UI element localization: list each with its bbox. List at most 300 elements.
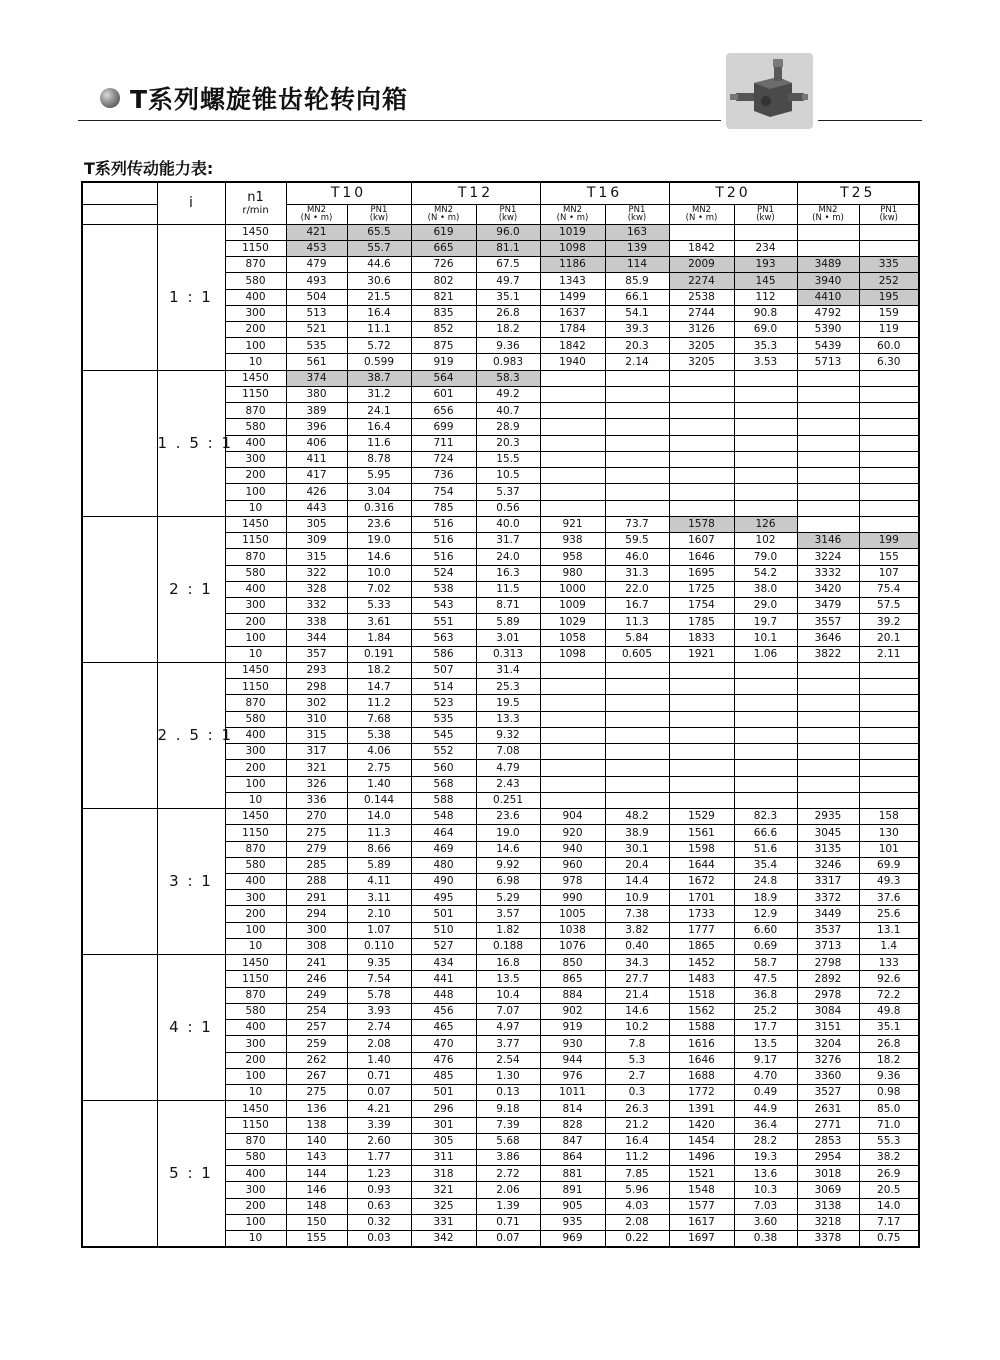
power-cell: 19.3 [734,1149,797,1165]
power-cell: 3.39 [347,1117,411,1133]
power-cell: 7.68 [347,711,411,727]
torque-cell: 699 [411,419,476,435]
speed-cell: 580 [225,565,286,581]
power-cell: 1.40 [347,776,411,792]
power-cell: 16.4 [347,419,411,435]
header-rule-left [78,120,721,121]
speed-cell: 1450 [225,516,286,532]
torque-cell: 1784 [540,322,605,338]
torque-cell: 538 [411,581,476,597]
title-bullet-icon [100,88,120,108]
power-cell [859,403,919,419]
torque-cell: 2798 [797,955,859,971]
power-cell: 1.23 [347,1166,411,1182]
torque-cell: 545 [411,727,476,743]
power-cell [859,484,919,500]
torque-cell: 315 [286,549,347,565]
torque-cell: 1695 [669,565,734,581]
power-cell: 8.66 [347,841,411,857]
torque-cell: 300 [286,922,347,938]
torque-cell: 296 [411,1101,476,1117]
speed-cell: 10 [225,646,286,662]
power-cell: 0.40 [605,938,669,954]
power-cell: 2.43 [476,776,540,792]
torque-cell: 254 [286,1003,347,1019]
torque-cell: 1391 [669,1101,734,1117]
torque-unit-header: MN2 (N • m) [286,204,347,224]
power-cell: 49.7 [476,273,540,289]
torque-cell: 465 [411,1020,476,1036]
torque-cell: 2009 [669,257,734,273]
torque-cell: 516 [411,533,476,549]
torque-cell [797,451,859,467]
torque-cell: 665 [411,240,476,256]
power-cell: 73.7 [605,516,669,532]
torque-unit-header: MN2 (N • m) [669,204,734,224]
torque-cell: 535 [286,338,347,354]
torque-cell: 501 [411,906,476,922]
power-cell: 11.6 [347,435,411,451]
power-cell: 102 [734,533,797,549]
torque-cell: 332 [286,598,347,614]
power-cell [859,516,919,532]
power-cell: 163 [605,224,669,240]
torque-cell: 524 [411,565,476,581]
torque-cell: 1420 [669,1117,734,1133]
power-cell: 49.8 [859,1003,919,1019]
torque-cell: 279 [286,841,347,857]
power-cell: 6.60 [734,922,797,938]
torque-cell [540,711,605,727]
power-cell: 22.0 [605,581,669,597]
power-cell: 11.1 [347,322,411,338]
gearbox-drawing [726,53,813,129]
power-cell: 9.35 [347,955,411,971]
power-cell [859,500,919,516]
power-cell: 46.0 [605,549,669,565]
torque-cell: 3360 [797,1068,859,1084]
torque-cell: 940 [540,841,605,857]
torque-cell: 1833 [669,630,734,646]
power-cell: 18.2 [347,662,411,678]
torque-cell: 4410 [797,289,859,305]
model-header-t20: T20 [669,182,797,204]
torque-cell: 146 [286,1182,347,1198]
power-cell: 6.30 [859,354,919,370]
power-cell: 4.70 [734,1068,797,1084]
torque-cell: 865 [540,971,605,987]
power-cell: 1.82 [476,922,540,938]
power-cell [859,468,919,484]
torque-cell [797,240,859,256]
torque-cell: 406 [286,435,347,451]
torque-cell: 262 [286,1052,347,1068]
power-cell: 0.3 [605,1085,669,1101]
torque-cell: 905 [540,1198,605,1214]
power-cell: 1.39 [476,1198,540,1214]
table-row [82,955,919,971]
torque-cell: 490 [411,873,476,889]
power-cell [734,224,797,240]
speed-cell: 400 [225,873,286,889]
power-cell: 23.6 [476,809,540,825]
torque-cell: 389 [286,403,347,419]
corner-blank-cell [82,182,157,204]
power-cell [734,370,797,386]
torque-cell: 543 [411,598,476,614]
power-cell [605,386,669,402]
torque-cell: 469 [411,841,476,857]
torque-cell: 563 [411,630,476,646]
torque-cell [540,679,605,695]
torque-cell: 249 [286,987,347,1003]
torque-cell [669,679,734,695]
torque-cell: 2631 [797,1101,859,1117]
power-cell: 193 [734,257,797,273]
torque-cell [797,468,859,484]
torque-cell: 3822 [797,646,859,662]
torque-cell: 980 [540,565,605,581]
power-cell: 0.110 [347,938,411,954]
torque-cell [669,435,734,451]
power-cell: 2.14 [605,354,669,370]
torque-cell [797,435,859,451]
speed-cell: 870 [225,257,286,273]
torque-cell: 976 [540,1068,605,1084]
power-cell: 14.0 [347,809,411,825]
torque-cell [540,386,605,402]
power-cell: 119 [859,322,919,338]
torque-cell: 305 [286,516,347,532]
power-cell: 11.3 [605,614,669,630]
power-cell: 133 [859,955,919,971]
power-cell: 20.3 [476,435,540,451]
power-cell [605,760,669,776]
power-cell [859,419,919,435]
torque-cell: 257 [286,1020,347,1036]
power-cell: 66.6 [734,825,797,841]
torque-cell [669,484,734,500]
power-cell: 0.75 [859,1231,919,1247]
power-cell: 11.3 [347,825,411,841]
speed-cell: 1450 [225,809,286,825]
power-cell: 96.0 [476,224,540,240]
power-cell: 40.7 [476,403,540,419]
power-unit-header: PN1 (kw) [859,204,919,224]
power-cell: 10.2 [605,1020,669,1036]
power-cell: 21.2 [605,1117,669,1133]
group-blank-cell [82,955,157,1101]
power-cell: 30.6 [347,273,411,289]
torque-cell: 969 [540,1231,605,1247]
torque-cell [669,776,734,792]
ratio-label: 2 . 5 : 1 [157,662,225,808]
torque-cell [540,760,605,776]
torque-cell: 2771 [797,1117,859,1133]
power-cell: 0.251 [476,792,540,808]
power-cell: 59.5 [605,533,669,549]
speed-cell: 1150 [225,825,286,841]
speed-cell: 400 [225,289,286,305]
power-cell: 0.13 [476,1085,540,1101]
power-cell: 14.6 [347,549,411,565]
speed-cell: 400 [225,1020,286,1036]
power-cell: 10.1 [734,630,797,646]
torque-cell [797,419,859,435]
torque-cell: 920 [540,825,605,841]
header-row [82,182,919,204]
torque-cell: 1842 [540,338,605,354]
speed-cell: 100 [225,1214,286,1230]
power-cell: 5.84 [605,630,669,646]
torque-cell: 527 [411,938,476,954]
torque-cell: 564 [411,370,476,386]
power-cell: 107 [859,565,919,581]
speed-cell: 100 [225,922,286,938]
torque-cell: 1011 [540,1085,605,1101]
torque-cell: 785 [411,500,476,516]
power-cell: 21.4 [605,987,669,1003]
power-cell: 3.77 [476,1036,540,1052]
power-cell: 3.82 [605,922,669,938]
power-cell [859,776,919,792]
power-cell: 2.08 [605,1214,669,1230]
torque-cell: 155 [286,1231,347,1247]
torque-cell: 1521 [669,1166,734,1182]
power-cell [859,451,919,467]
speed-column-label: n1 [247,189,264,205]
torque-cell [797,776,859,792]
torque-cell: 5713 [797,354,859,370]
torque-cell: 448 [411,987,476,1003]
torque-unit-header: MN2 (N • m) [797,204,859,224]
torque-cell: 3489 [797,257,859,273]
torque-cell: 3372 [797,890,859,906]
power-cell: 14.6 [605,1003,669,1019]
power-cell: 16.8 [476,955,540,971]
torque-cell: 514 [411,679,476,695]
torque-cell: 1701 [669,890,734,906]
power-cell: 4.21 [347,1101,411,1117]
power-cell [859,370,919,386]
power-unit-header: PN1 (kw) [347,204,411,224]
power-cell: 5.96 [605,1182,669,1198]
speed-cell: 200 [225,1198,286,1214]
torque-cell: 1688 [669,1068,734,1084]
power-cell: 0.32 [347,1214,411,1230]
speed-cell: 10 [225,1085,286,1101]
torque-cell: 935 [540,1214,605,1230]
power-cell: 0.98 [859,1085,919,1101]
table-row [82,370,919,386]
torque-cell: 1098 [540,646,605,662]
power-cell: 38.2 [859,1149,919,1165]
torque-cell: 1754 [669,598,734,614]
power-cell [605,500,669,516]
power-cell: 51.6 [734,841,797,857]
speed-cell: 100 [225,484,286,500]
torque-cell: 724 [411,451,476,467]
torque-cell: 470 [411,1036,476,1052]
torque-cell: 2978 [797,987,859,1003]
power-cell: 7.54 [347,971,411,987]
torque-cell [797,370,859,386]
power-cell [734,744,797,760]
speed-cell: 1450 [225,370,286,386]
speed-cell: 10 [225,938,286,954]
power-cell: 13.5 [476,971,540,987]
torque-cell: 285 [286,857,347,873]
torque-cell: 338 [286,614,347,630]
power-cell: 10.4 [476,987,540,1003]
power-cell: 35.4 [734,857,797,873]
power-cell [734,419,797,435]
power-cell: 12.9 [734,906,797,922]
table-row [82,1101,919,1117]
power-cell: 40.0 [476,516,540,532]
gearbox-product-image [726,53,813,129]
torque-cell: 504 [286,289,347,305]
torque-cell: 246 [286,971,347,987]
torque-cell: 852 [411,322,476,338]
power-cell [605,711,669,727]
speed-cell: 100 [225,338,286,354]
power-cell [734,500,797,516]
speed-cell: 10 [225,500,286,516]
torque-cell: 3146 [797,533,859,549]
power-cell: 11.2 [605,1149,669,1165]
torque-cell: 754 [411,484,476,500]
torque-cell: 417 [286,468,347,484]
torque-cell: 1637 [540,305,605,321]
power-cell: 31.3 [605,565,669,581]
torque-cell: 881 [540,1166,605,1182]
power-cell: 5.78 [347,987,411,1003]
power-cell: 79.0 [734,549,797,565]
power-cell: 0.599 [347,354,411,370]
power-cell: 23.6 [347,516,411,532]
power-cell [605,744,669,760]
power-cell [734,711,797,727]
torque-cell [669,500,734,516]
speed-cell: 1150 [225,971,286,987]
speed-cell: 200 [225,1052,286,1068]
torque-cell: 411 [286,451,347,467]
torque-cell: 1777 [669,922,734,938]
torque-cell: 586 [411,646,476,662]
torque-cell: 479 [286,257,347,273]
torque-cell: 1496 [669,1149,734,1165]
speed-cell: 400 [225,1166,286,1182]
torque-cell: 904 [540,809,605,825]
torque-cell: 453 [286,240,347,256]
torque-cell: 821 [411,289,476,305]
torque-cell: 560 [411,760,476,776]
power-cell: 10.9 [605,890,669,906]
power-cell: 195 [859,289,919,305]
power-cell: 2.60 [347,1133,411,1149]
speed-cell: 200 [225,468,286,484]
torque-cell: 328 [286,581,347,597]
speed-cell: 300 [225,890,286,906]
header-rule-right [818,120,922,121]
power-cell: 199 [859,533,919,549]
torque-cell: 321 [286,760,347,776]
power-cell: 0.03 [347,1231,411,1247]
power-cell: 5.89 [347,857,411,873]
torque-cell: 835 [411,305,476,321]
power-cell: 44.6 [347,257,411,273]
power-cell: 58.3 [476,370,540,386]
speed-cell: 1450 [225,955,286,971]
power-cell: 9.17 [734,1052,797,1068]
torque-cell [669,711,734,727]
power-cell: 18.2 [476,322,540,338]
power-cell: 13.5 [734,1036,797,1052]
power-cell: 3.61 [347,614,411,630]
power-cell: 25.3 [476,679,540,695]
torque-cell: 2744 [669,305,734,321]
power-cell: 26.9 [859,1166,919,1182]
torque-cell: 1646 [669,549,734,565]
speed-cell: 870 [225,1133,286,1149]
power-cell: 31.7 [476,533,540,549]
torque-cell: 3527 [797,1085,859,1101]
table-row [82,662,919,678]
power-cell: 10.0 [347,565,411,581]
torque-cell: 510 [411,922,476,938]
power-cell: 5.29 [476,890,540,906]
torque-cell: 396 [286,419,347,435]
torque-cell: 548 [411,809,476,825]
power-cell [859,679,919,695]
torque-cell: 1921 [669,646,734,662]
torque-cell: 1000 [540,581,605,597]
power-cell: 19.0 [476,825,540,841]
torque-cell [540,403,605,419]
power-cell: 35.3 [734,338,797,354]
torque-cell: 456 [411,1003,476,1019]
torque-cell: 1588 [669,1020,734,1036]
torque-cell [540,662,605,678]
torque-cell: 891 [540,1182,605,1198]
power-cell: 2.06 [476,1182,540,1198]
speed-cell: 870 [225,695,286,711]
power-cell: 47.5 [734,971,797,987]
torque-cell: 736 [411,468,476,484]
torque-cell [669,386,734,402]
power-cell: 0.49 [734,1085,797,1101]
torque-cell: 656 [411,403,476,419]
power-cell [734,792,797,808]
power-cell: 26.8 [859,1036,919,1052]
power-cell: 58.7 [734,955,797,971]
power-cell: 0.605 [605,646,669,662]
torque-cell: 1577 [669,1198,734,1214]
torque-cell: 938 [540,533,605,549]
ratio-label: 1 : 1 [157,224,225,370]
torque-cell [669,224,734,240]
speed-cell: 200 [225,614,286,630]
speed-cell: 580 [225,1149,286,1165]
speed-cell: 1150 [225,533,286,549]
speed-cell: 580 [225,1003,286,1019]
power-cell [605,451,669,467]
power-cell: 81.1 [476,240,540,256]
speed-cell: 300 [225,598,286,614]
power-cell: 14.7 [347,679,411,695]
power-unit-header: PN1 (kw) [734,204,797,224]
